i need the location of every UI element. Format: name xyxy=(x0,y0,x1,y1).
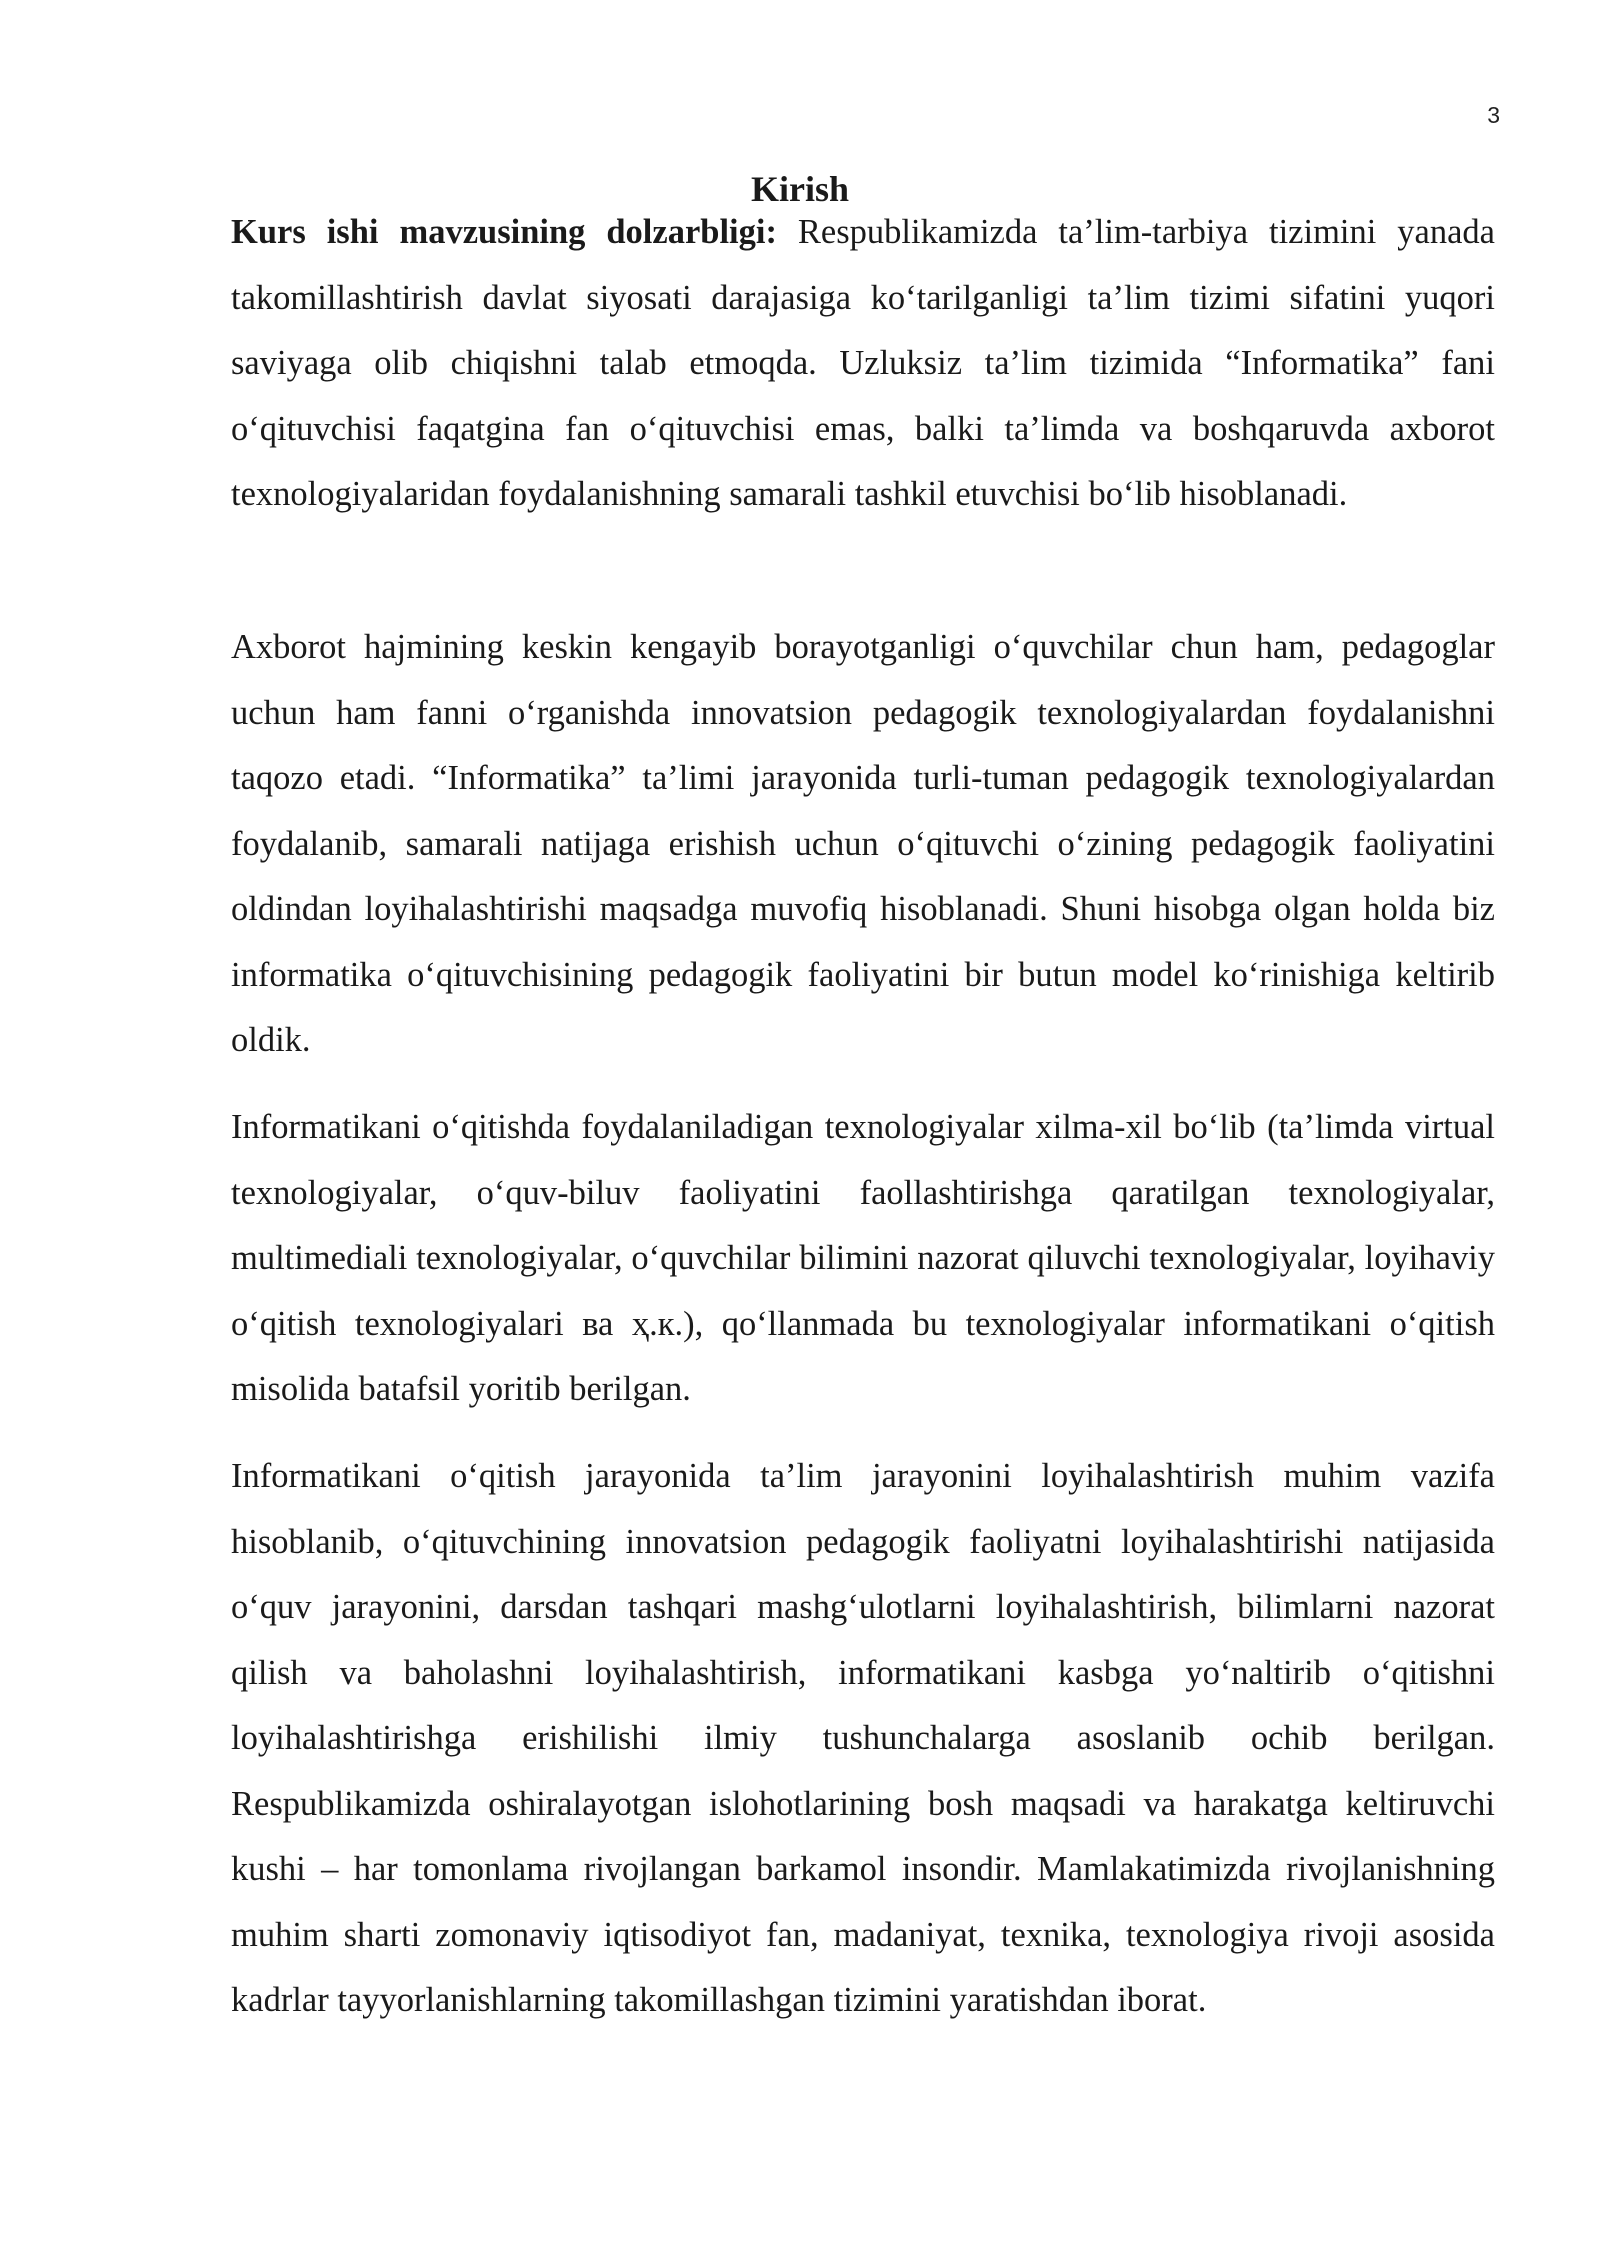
paragraph-1 xyxy=(231,200,1495,528)
section-heading-text: Kirish xyxy=(750,169,849,209)
paragraph-2-text: Axborot hajmining keskin kengayib borayotganligi o‘quvchilar chun ham, pedagoglar uchun ham fanni o‘rganishda innovatsion pedagogik texnologiyalardan foydalanishni taqozo etadi. “Informatika” ta’limi jarayonida turli-tuman pedagogik texnologiyalardan foydalanib, samarali natijaga erishish uchun o‘qituvchi o‘zining pedagogik faoliyatini oldindan loyihalashtirishi maqsadga muvofiq hisoblanadi. Shuni hisobga olgan holda biz informatika o‘qituvchisining pedagogik faoliyatini bir butun model ko‘rinishiga keltirib oldik. xyxy=(231,628,1495,1059)
paragraph-1-text: Respublikamizda ta’lim-tarbiya tizimini yanada takomillashtirish davlat siyosati darajasiga ko‘tarilganligi ta’lim tizimi sifatini yuqori saviyaga olib chiqishni talab etmoqda. Uzluksiz ta’lim tizimida “Informatika” fani o‘qituvchisi faqatgina fan o‘qituvchisi emas, balki ta’limda va boshqaruvda axborot texnologiyalaridan foydalanishning samarali tashkil etuvchisi bo‘lib hisoblanadi. xyxy=(231,213,1495,513)
paragraph-3 xyxy=(231,1095,1495,1423)
paragraph-2 xyxy=(231,615,1495,1074)
paragraph-lead: Kurs ishi mavzusining dolzarbligi: xyxy=(231,213,777,251)
paragraph-4 xyxy=(231,1444,1495,2034)
page-number: 3 xyxy=(1487,102,1500,128)
paragraph-3-text: Informatikani o‘qitishda foydalaniladigan texnologiyalar xilma-xil bo‘lib (ta’limda virtual texnologiyalar, o‘quv-biluv faoliyatini faollashtirishga qaratilgan texnologiyalar, multimediali texnologiyalar, o‘quvchilar bilimini nazorat qiluvchi texnologiyalar, loyihaviy o‘qitish texnologiyalari ва ҳ.к.), qo‘llanmada bu texnologiyalar informatikani o‘qitish misolida batafsil yoritib berilgan. xyxy=(231,1108,1495,1408)
paragraph-4-text: Informatikani o‘qitish jarayonida ta’lim jarayonini loyihalashtirish muhim vazifa hisoblanib, o‘qituvchining innovatsion pedagogik faoliyatni loyihalashtirishi natijasida o‘quv jarayonini, darsdan tashqari mashg‘ulotlarni loyihalashtirish, bilimlarni nazorat qilish va baholashni loyihalashtirish, informatikani kasbga yo‘naltirib o‘qitishni loyihalashtirishga erishilishi ilmiy tushunchalarga asoslanib ochib berilgan. Respublikamizda oshiralayotgan islohotlarining bosh maqsadi va harakatga keltiruvchi kushi – har tomonlama rivojlangan barkamol insondir. Mamlakatimizda rivojlanishning muhim sharti zomonaviy iqtisodiyot fan, madaniyat, texnika, texnologiya rivoji asosida kadrlar tayyorlanishlarning takomillashgan tizimini yaratishdan iborat. xyxy=(231,1457,1495,2019)
